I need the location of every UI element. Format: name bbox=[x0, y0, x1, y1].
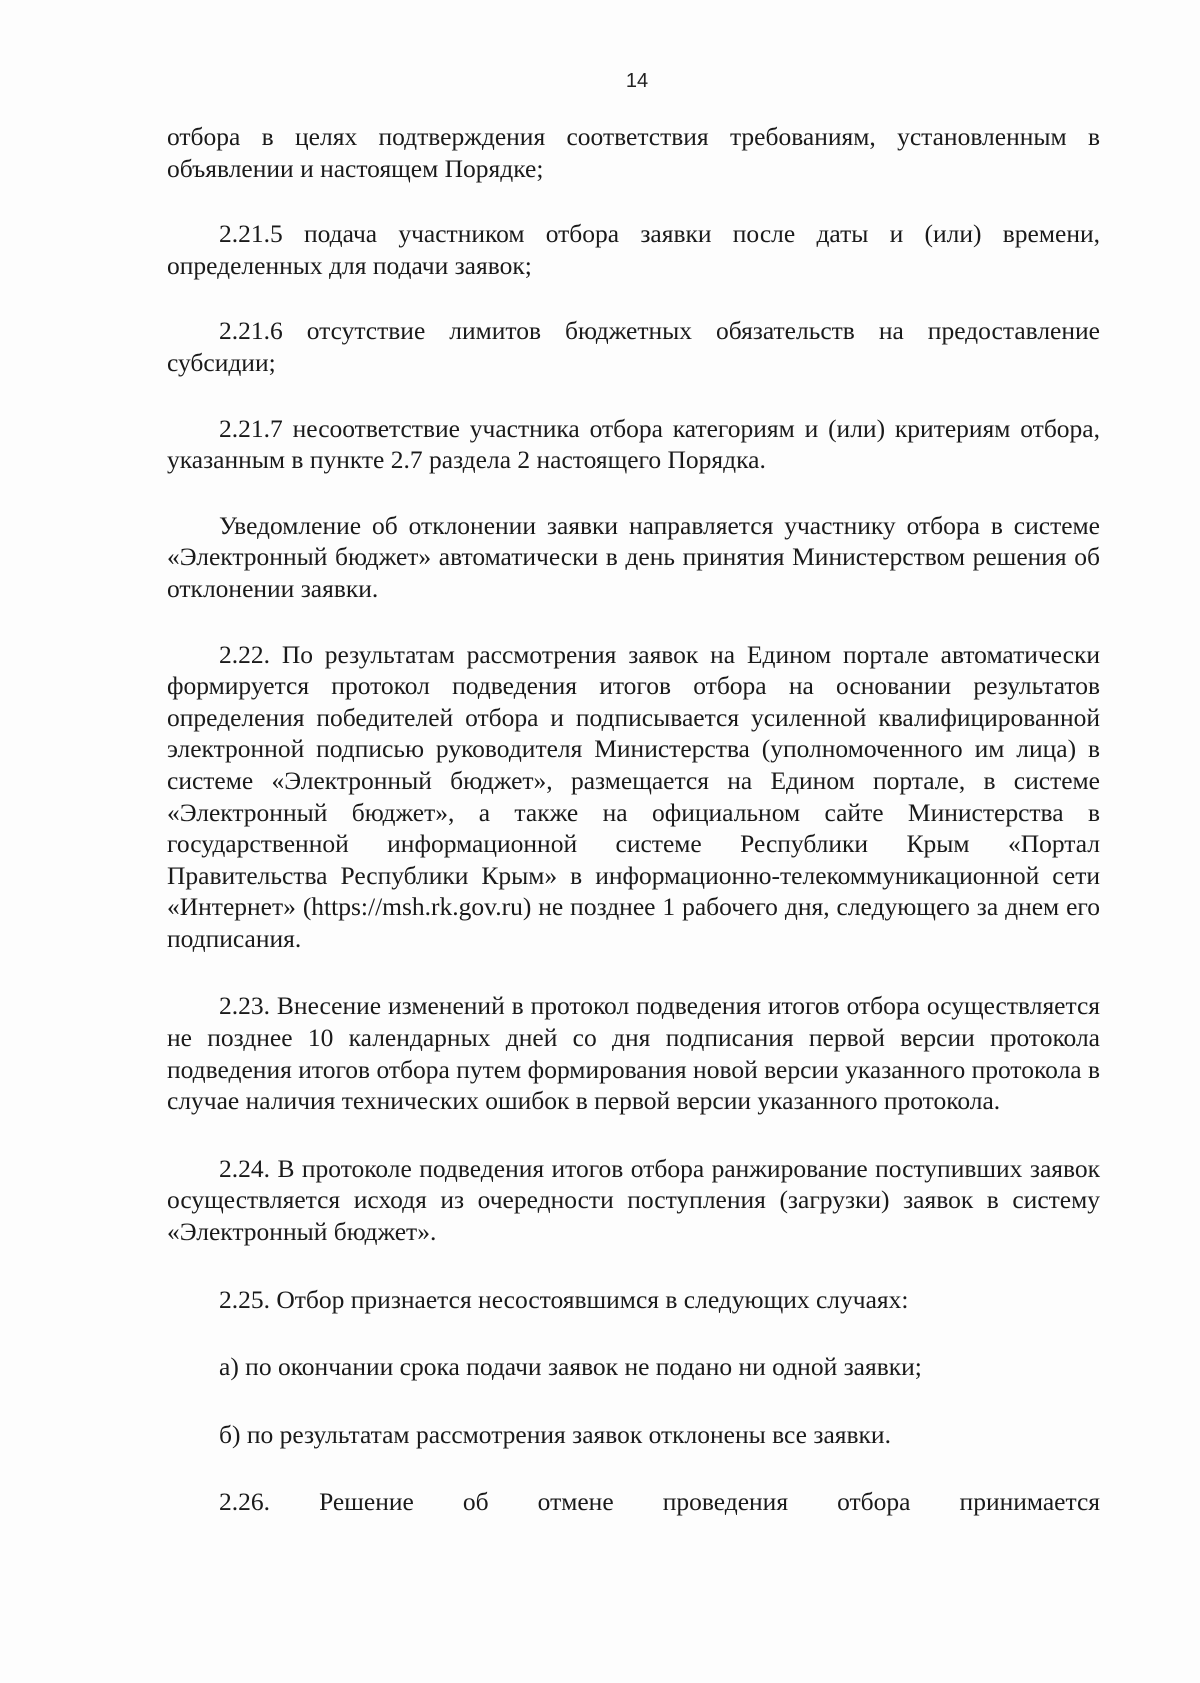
paragraph-2-23: 2.23. Внесение изменений в протокол подведения итогов отбора осуществляется не позднее 10 календарных дней со дня подписания первой версии протокола подведения итогов отбора путем формирования новой версии указанного протокола в случае наличия технических ошибок в первой версии указанного протокола. bbox=[167, 991, 1100, 1116]
paragraph-2-24: 2.24. В протоколе подведения итогов отбора ранжирование поступивших заявок осуществляется исходя из очередности поступления (загрузки) заявок в систему «Электронный бюджет». bbox=[167, 1153, 1100, 1247]
page-number: 14 bbox=[625, 70, 649, 92]
paragraph-2-25: 2.25. Отбор признается несостоявшимся в следующих случаях: bbox=[219, 1284, 909, 1314]
paragraph-continuation: отбора в целях подтверждения соответствия требованиям, установленным в объявлении и настоящем Порядке; bbox=[167, 122, 1100, 183]
paragraph-2-25-b: б) по результатам рассмотрения заявок отклонены все заявки. bbox=[219, 1419, 891, 1449]
paragraph-2-21-6: 2.21.6 отсутствие лимитов бюджетных обязательств на предоставление субсидии; bbox=[167, 316, 1100, 377]
paragraph-2-22: 2.22. По результатам рассмотрения заявок на Едином портале автоматически формируется протокол подведения итогов отбора на основании результатов определения победителей отбора и подписывается усиленной квалифицированной электронной подписью руководителя Министерства (уполномоченного им лица) в системе «Электронный бюджет», размещается на Едином портале, в системе «Электронный бюджет», а также на официальном сайте Министерства в государственной информационной системе Республики Крым «Портал Правительства Республики Крым» в информационно-телекоммуникационной сети «Интернет» (https://msh.rk.gov.ru) не позднее 1 рабочего дня, следующего за днем его подписания. bbox=[167, 639, 1100, 953]
paragraph-2-26: 2.26. Решение об отмене проведения отбора принимается bbox=[219, 1487, 1100, 1517]
paragraph-notification: Уведомление об отклонении заявки направляется участнику отбора в системе «Электронный бюджет» автоматически в день принятия Министерством решения об отклонении заявки. bbox=[167, 510, 1100, 603]
paragraph-2-21-5: 2.21.5 подача участником отбора заявки после даты и (или) времени, определенных для подачи заявок; bbox=[167, 219, 1100, 280]
paragraph-2-21-7: 2.21.7 несоответствие участника отбора категориям и (или) критериям отбора, указанным в пункте 2.7 раздела 2 настоящего Порядка. bbox=[167, 413, 1100, 475]
document-body bbox=[167, 121, 1100, 1518]
paragraph-2-25-a: а) по окончании срока подачи заявок не подано ни одной заявки; bbox=[219, 1352, 922, 1382]
